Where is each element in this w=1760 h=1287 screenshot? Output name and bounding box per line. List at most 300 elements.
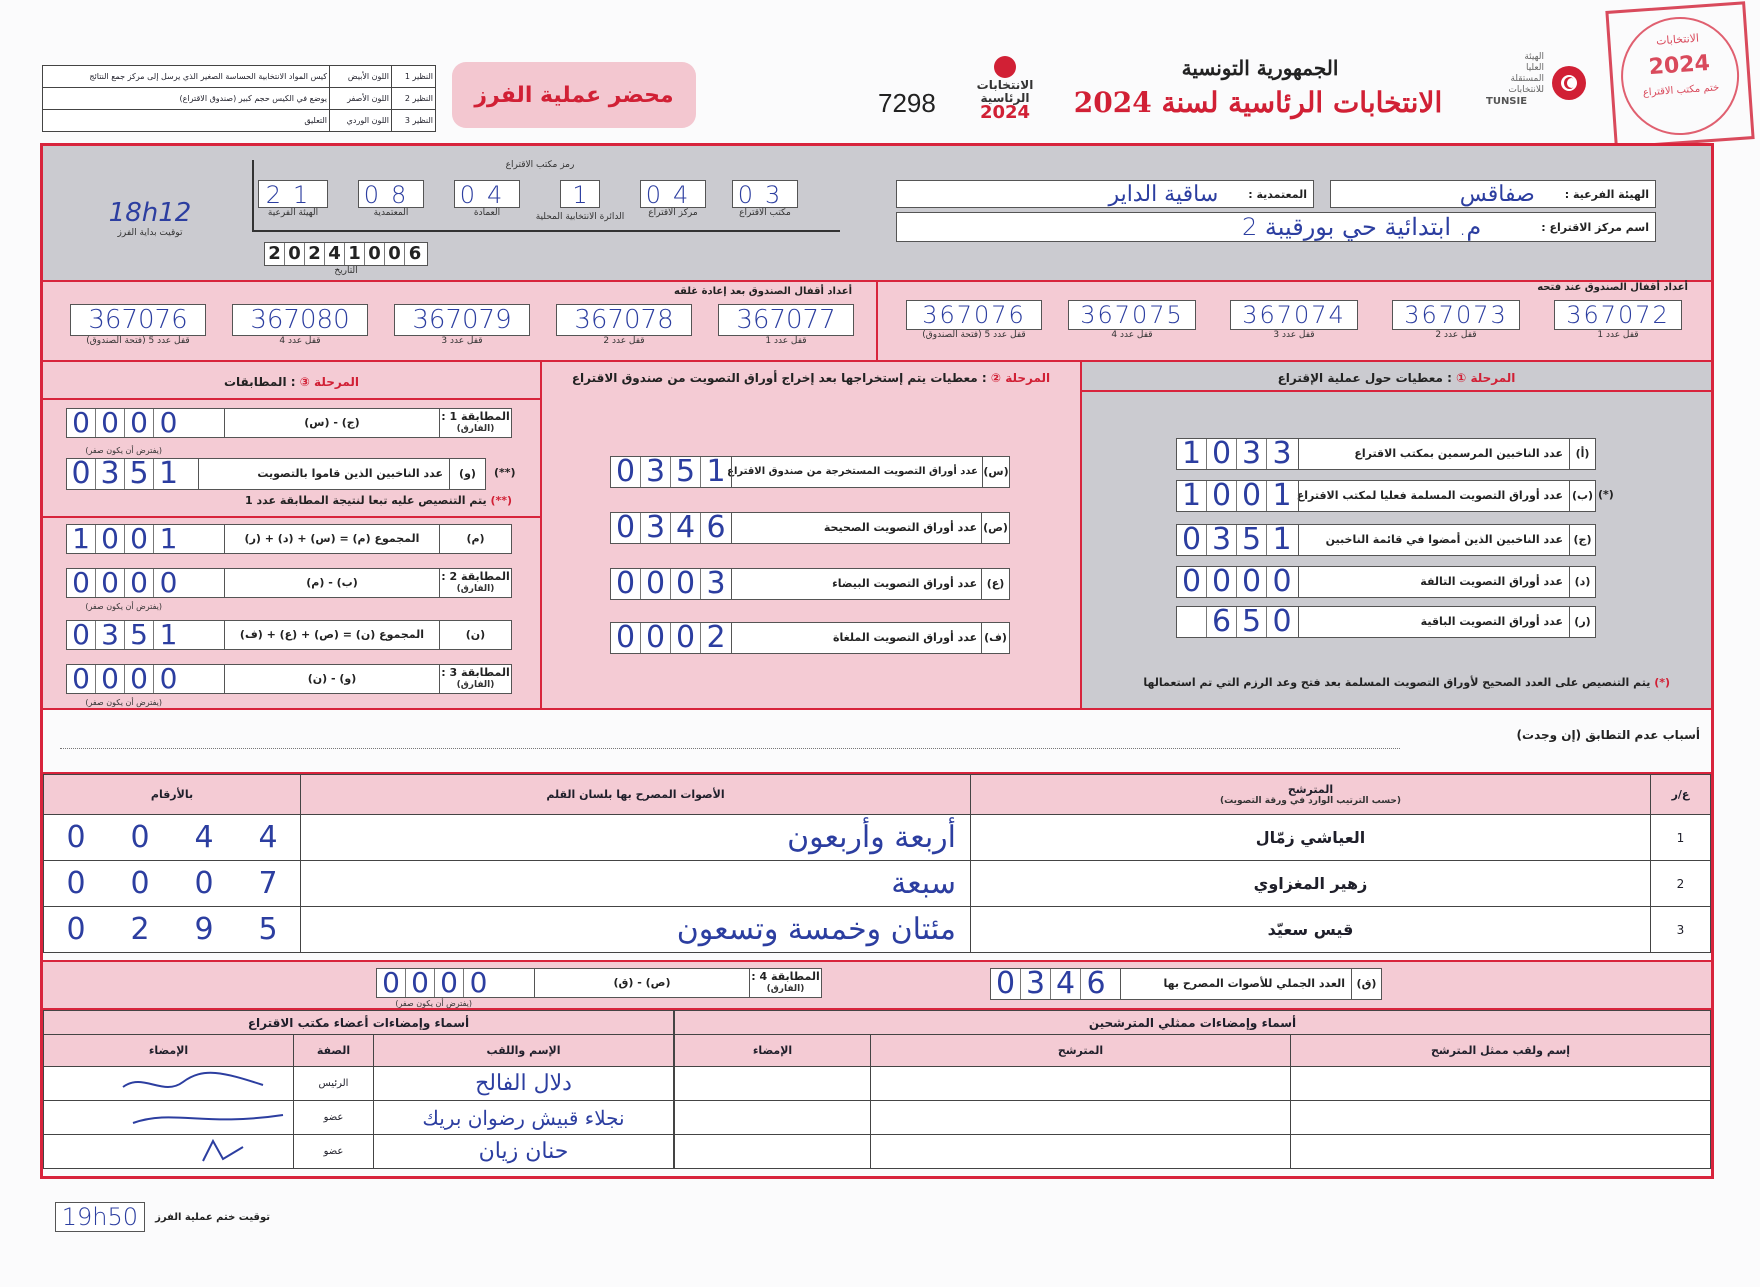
digit: 0	[125, 409, 154, 437]
tunisia-flag-icon	[1552, 66, 1586, 100]
end-time-value[interactable]: 19h50	[55, 1202, 145, 1232]
code-imada-value[interactable]: 04	[454, 180, 520, 208]
total-votes-row	[990, 968, 1382, 1000]
reps-col-candidate: المترشح	[871, 1035, 1291, 1067]
diff-label: (الفارق)	[456, 680, 495, 690]
reps-cell[interactable]	[871, 1101, 1291, 1135]
phase1-row	[1176, 606, 1596, 638]
reps-col-signature: الإمضاء	[675, 1035, 871, 1067]
digit: 1	[159, 618, 178, 651]
row-key: (ع)	[981, 569, 1009, 599]
isie-line: الهيئة	[1524, 52, 1544, 62]
code-label: المعتمدية	[373, 208, 409, 218]
digit: 3	[1207, 525, 1237, 555]
lock-open-3-value[interactable]: 367074	[1230, 300, 1358, 330]
locks-close	[70, 304, 860, 354]
isie-abbr: TUNSIE	[1486, 96, 1528, 107]
date-digit: 6	[408, 243, 422, 264]
candidate-name: العياشي زمّال	[971, 815, 1651, 861]
lock-label: قفل عدد 5 (فتحة الصندوق)	[86, 336, 190, 346]
digit: 0	[377, 969, 406, 997]
members-col-signature: الإمضاء	[44, 1035, 294, 1067]
member-role: الرئيس	[294, 1067, 374, 1101]
legend-color: اللون الأصفر	[330, 88, 392, 110]
members-col-role: الصفة	[294, 1035, 374, 1067]
candidate-num: 2	[1651, 861, 1711, 907]
col-num-header: ع/ر	[1651, 775, 1711, 815]
polling-station-stamp	[1605, 1, 1754, 148]
candidate-row	[44, 815, 1711, 861]
end-time-label: توقيت ختم عملية الفرز	[155, 1211, 270, 1223]
digit: 1	[1272, 478, 1292, 513]
phase2-row	[610, 622, 1010, 654]
digit: 6	[1086, 966, 1106, 1001]
center-name-value: م. ابتدائية حي بورقيبة 2	[1241, 213, 1482, 241]
code-office-value[interactable]: 03	[732, 180, 798, 208]
digit: 0	[1207, 567, 1237, 597]
match1-label-text: المطابقة 1 :	[441, 410, 510, 423]
code-delegation-value[interactable]: 08	[358, 180, 424, 208]
lock-close-4-value[interactable]: 367080	[232, 304, 368, 336]
phase2-row	[610, 568, 1010, 600]
code-center-value[interactable]: 04	[640, 180, 706, 208]
lock-open-1-value[interactable]: 367072	[1554, 300, 1682, 330]
reps-cell[interactable]	[675, 1067, 871, 1101]
digit: 3	[641, 513, 671, 543]
digit: 0	[125, 569, 154, 597]
match4-digits[interactable]	[377, 966, 535, 999]
row-label: عدد الناخبين الذين أمضوا في قائمة الناخبين	[1325, 533, 1563, 546]
digit: 3	[96, 459, 125, 489]
phase1-rows	[1176, 438, 1616, 638]
phase2-digits[interactable]	[611, 510, 732, 545]
station-code-fields	[258, 180, 808, 230]
lock-close-2-value[interactable]: 367078	[556, 304, 692, 336]
candidate-digits-cell[interactable]	[44, 907, 301, 953]
reps-cell[interactable]	[675, 1135, 871, 1169]
reps-row	[675, 1101, 1711, 1135]
candidates-header-row	[44, 775, 1711, 815]
digit: 0	[1177, 525, 1207, 555]
digit: 1	[1177, 481, 1207, 511]
phase1-title: معطيات حول عملية الإقتراع	[1277, 371, 1443, 385]
match1-formula: (ج) - (س)	[304, 416, 360, 429]
voters-note-mark: (**)	[490, 494, 512, 507]
legend-color: اللون الأبيض	[330, 66, 392, 88]
legend-color: اللون الوردي	[330, 110, 392, 132]
sum-m-row	[66, 524, 512, 554]
row-label: عدد أوراق التصويت التالفة	[1420, 575, 1563, 588]
signature-mark	[113, 1067, 293, 1097]
digit: 3	[1272, 436, 1292, 471]
match3-digits[interactable]	[67, 662, 225, 695]
col-candidate-sub: (حسب الترتيب الوارد في ورقة التصويت)	[1219, 796, 1402, 806]
candidate-name: زهير المغزاوي	[971, 861, 1651, 907]
isie-line: العليا	[1525, 63, 1544, 73]
stamp-year: 2024	[1647, 50, 1711, 81]
phase1-note	[1100, 676, 1670, 689]
diff-label: (الفارق)	[456, 424, 495, 434]
lock-open-4-value[interactable]: 367075	[1068, 300, 1196, 330]
match3-label	[439, 665, 511, 693]
locks-divider	[876, 280, 878, 362]
isie-line: للانتخابات	[1508, 85, 1544, 95]
lock-label: قفل عدد 4	[279, 336, 321, 346]
reps-row	[675, 1067, 1711, 1101]
row-label: عدد أوراق التصويت المستخرجة من صندوق الاقتراع	[727, 466, 978, 477]
locks-close-title: أعداد أقفال الصندوق بعد إعادة غلقه	[673, 286, 852, 297]
date-digit: 4	[325, 243, 345, 265]
lock-label: قفل عدد 5 (فتحة الصندوق)	[922, 330, 1026, 340]
reps-cell[interactable]	[1291, 1067, 1711, 1101]
row-key: (ف)	[981, 623, 1009, 653]
row-label: عدد الناخبين المرسمين بمكتب الاقتراع	[1354, 447, 1563, 460]
voters-mark: (**)	[494, 466, 516, 479]
stamp-line: الانتخابات	[1655, 31, 1700, 48]
lock-label: قفل عدد 1	[765, 336, 807, 346]
digit: 0	[194, 866, 214, 901]
member-role: عضو	[294, 1101, 374, 1135]
digit: 1	[158, 456, 179, 491]
lock-open-1	[1554, 300, 1682, 340]
candidates-table	[43, 774, 1711, 953]
member-name[interactable]: حنان زيان	[374, 1135, 674, 1169]
member-signature[interactable]	[44, 1067, 294, 1101]
reps-cell[interactable]	[1291, 1101, 1711, 1135]
digit: 0	[96, 569, 125, 597]
lock-close-2	[556, 304, 692, 346]
reps-row	[675, 1135, 1711, 1169]
digit: 0	[406, 969, 435, 997]
digit: 3	[1237, 439, 1267, 469]
digit: 5	[125, 459, 154, 489]
total-key: (ق)	[1351, 969, 1381, 999]
voters-digits[interactable]	[67, 456, 199, 491]
digit: 0	[1237, 481, 1267, 511]
digit: 5	[1237, 525, 1267, 555]
digit: 1	[1177, 439, 1207, 469]
station-code-title: رمز مكتب الاقتراع	[505, 160, 575, 170]
col-candidate-title: المترشح	[1287, 783, 1334, 796]
legend-row	[43, 110, 436, 132]
member-name[interactable]: نجلاء قبيش رضوان بريك	[374, 1101, 674, 1135]
match4-row	[376, 968, 822, 998]
code-delegation	[358, 180, 424, 218]
legend-num: النظير 1	[392, 66, 436, 88]
digit: 3	[1021, 969, 1051, 999]
digit: 2	[706, 620, 726, 655]
digit: 0	[671, 569, 701, 599]
digit: 2	[130, 912, 150, 947]
digit: 4	[194, 820, 214, 855]
voters-note-text: يتم التنصيص عليه تبعا لنتيجة المطابقة عدد 1	[244, 494, 487, 507]
lock-open-5	[906, 300, 1042, 340]
digit: 5	[125, 621, 154, 649]
candidate-words[interactable]: سبعة	[301, 861, 971, 907]
digit: 0	[1207, 481, 1237, 511]
sum-n-row	[66, 620, 512, 650]
digit: 0	[159, 566, 178, 599]
candidate-row	[44, 861, 1711, 907]
digit: 6	[706, 510, 726, 545]
candidate-digits-cell[interactable]	[44, 815, 301, 861]
must-zero-note: (يفترض أن يكون صفر)	[85, 446, 162, 455]
phase1-digits[interactable]	[1177, 478, 1299, 513]
digit: 3	[96, 621, 125, 649]
lock-open-5-value[interactable]: 367076	[906, 300, 1042, 330]
code-local-district-value[interactable]: 1	[560, 180, 600, 208]
sum-n-formula: المجموع (ن) = (ص) + (ع) + (ف)	[239, 628, 425, 641]
copy-legend-table	[42, 65, 436, 132]
phase1-digits[interactable]	[1177, 604, 1299, 639]
member-row	[44, 1135, 674, 1169]
code-imada	[454, 180, 520, 218]
date-digit: 0	[385, 243, 405, 265]
center-name-label: اسم مركز الاقتراع :	[1541, 220, 1649, 234]
note-text: يتم التنصيص على العدد الصحيح لأوراق التصويت المسلمة بعد فتح وعد الرزم التي تم استعمالها	[1143, 676, 1651, 689]
digit: 0	[67, 569, 96, 597]
logo-line1: الانتخابات	[976, 78, 1034, 92]
lock-open-2	[1392, 300, 1520, 340]
member-signature[interactable]	[44, 1101, 294, 1135]
diff-label: (الفارق)	[766, 984, 805, 994]
row-key: (س)	[982, 457, 1009, 487]
digit: 0	[125, 665, 154, 693]
digit: 0	[96, 409, 125, 437]
digit: 0	[611, 569, 641, 599]
lock-open-2-value[interactable]: 367073	[1392, 300, 1520, 330]
match2-digits[interactable]	[67, 566, 225, 599]
match3-row	[66, 664, 512, 694]
sum-n-digits[interactable]	[67, 618, 225, 651]
candidate-words[interactable]: أربعة وأربعون	[301, 815, 971, 861]
digit: 0	[1177, 567, 1207, 597]
lock-label: قفل عدد 1	[1597, 330, 1639, 340]
phase3-separator	[43, 516, 540, 518]
reps-title-row	[675, 1011, 1711, 1035]
member-row	[44, 1067, 674, 1101]
phase1-digits[interactable]	[1177, 436, 1299, 471]
phase2-number: المرحلة ②	[990, 371, 1051, 385]
digit: 0	[96, 525, 125, 553]
match3-formula: (و) - (ن)	[307, 672, 357, 685]
lock-close-3-value[interactable]: 367079	[394, 304, 530, 336]
digit: 0	[611, 623, 641, 653]
digit: 1	[1272, 522, 1292, 557]
logo-line2: الرئاسية	[980, 91, 1030, 105]
form-number: 7298	[878, 88, 936, 118]
reps-cell[interactable]	[871, 1135, 1291, 1169]
row-key: (ر)	[1569, 607, 1595, 637]
sum-m-key: (م)	[439, 525, 511, 553]
digit: 4	[258, 820, 278, 855]
voters-label: عدد الناخبين الذين قاموا بالتصويت	[257, 467, 443, 480]
member-role: عضو	[294, 1135, 374, 1169]
digit: 0	[67, 621, 96, 649]
digit: 9	[194, 912, 214, 947]
members-table	[43, 1010, 674, 1169]
lock-label: قفل عدد 4	[1111, 330, 1153, 340]
date-field	[264, 242, 428, 276]
legend-text: كيس المواد الانتخابية الحساسة الصغير الذي يرسل إلى مركز جمع النتائج	[43, 66, 330, 88]
member-name[interactable]: دلال الفالح	[374, 1067, 674, 1101]
isie-text-block	[1486, 52, 1544, 107]
digit: 0	[1237, 567, 1267, 597]
phase2-title: معطيات يتم إستخراجها بعد إخراج أوراق التصويت من صندوق الاقتراع	[571, 371, 978, 385]
voters-key: (و)	[449, 459, 485, 489]
phase1-digits[interactable]	[1177, 522, 1299, 557]
phase2-digits[interactable]	[611, 454, 732, 489]
row-label: عدد أوراق التصويت المسلمة فعليا لمكتب الاقتراع	[1296, 489, 1563, 502]
phase2-digits[interactable]	[611, 566, 732, 601]
end-time	[40, 1202, 270, 1232]
republic-title: الجمهورية التونسية	[1181, 56, 1339, 80]
lock-close-1-value[interactable]: 367077	[718, 304, 854, 336]
code-subregion	[258, 180, 328, 218]
digit: 0	[1272, 564, 1292, 599]
digit: 4	[671, 513, 701, 543]
digit: 0	[1207, 439, 1237, 469]
match4-formula: (ص) - (ق)	[613, 976, 671, 989]
phase1-row	[1176, 480, 1596, 512]
row-key: (ب)	[1569, 481, 1595, 511]
match1-digits[interactable]	[67, 406, 225, 439]
member-signature[interactable]	[44, 1135, 294, 1169]
candidate-digits	[44, 820, 300, 855]
representatives-table	[674, 1010, 1711, 1169]
reps-title: أسماء وإمضاءات ممثلي المترشحين	[675, 1011, 1711, 1035]
voters-note	[206, 494, 512, 507]
col-candidate-header	[971, 775, 1651, 815]
lock-close-3	[394, 304, 530, 346]
start-time-label: توقيت بداية الفرز	[117, 228, 183, 238]
code-label: مكتب الاقتراع	[739, 208, 791, 218]
must-zero-note: (يفترض أن يكون صفر)	[395, 999, 472, 1008]
phase1-row-b-mark: (*)	[1598, 488, 1614, 501]
lock-label: قفل عدد 2	[603, 336, 645, 346]
center-name-field[interactable]	[896, 212, 1656, 242]
lock-open-3	[1230, 300, 1358, 340]
sum-m-digits[interactable]	[67, 522, 225, 555]
reps-col-name: إسم ولقب ممثل المترشح	[1291, 1035, 1711, 1067]
reps-header-row	[675, 1035, 1711, 1067]
subregion-field[interactable]	[1330, 180, 1656, 208]
lock-label: قفل عدد 2	[1435, 330, 1477, 340]
lock-close-1	[718, 304, 854, 346]
digit: 0	[611, 513, 641, 543]
reps-cell[interactable]	[871, 1067, 1291, 1101]
subregion-label: الهيئة الفرعية :	[1564, 187, 1649, 201]
delegation-value: ساقية الداير	[1108, 181, 1219, 207]
phase2-row	[610, 456, 1010, 488]
phase3-lower-rows	[66, 522, 516, 707]
digit: 0	[1272, 604, 1292, 639]
date-digit: 2	[305, 243, 325, 265]
match2-label	[439, 569, 511, 597]
col-words-header: الأصوات المصرح بها بلسان القلم	[301, 775, 971, 815]
match3-label-text: المطابقة 3 :	[441, 666, 510, 679]
phase1-number: المرحلة ①	[1456, 371, 1516, 385]
phase2-rows	[610, 456, 1010, 666]
digit: 0	[159, 662, 178, 695]
phase2-header: المرحلة ② : معطيات يتم إستخراجها بعد إخراج أوراق التصويت من صندوق الاقتراع	[571, 371, 1051, 385]
signature-mark	[113, 1135, 293, 1165]
stamp-line: ختم مكتب الاقتراع	[1642, 82, 1720, 99]
code-label: الهيئة الفرعية	[267, 208, 319, 218]
legend-row	[43, 66, 436, 88]
lock-close-5-value[interactable]: 367076	[70, 304, 206, 336]
date-digit: 0	[285, 243, 305, 265]
voters-row	[66, 458, 486, 490]
legend-num: النظير 2	[392, 88, 436, 110]
row-label: عدد أوراق التصويت الملغاة	[833, 631, 978, 644]
members-header-row	[44, 1035, 674, 1067]
digit: 0	[125, 525, 154, 553]
digit: 7	[258, 866, 278, 901]
start-time	[100, 198, 200, 238]
lock-open-4	[1068, 300, 1196, 340]
election-logo	[970, 56, 1040, 132]
delegation-label: المعتمدية :	[1248, 187, 1307, 201]
digit: 0	[641, 623, 671, 653]
digit: 6	[1207, 607, 1237, 637]
match4-label-text: المطابقة 4 :	[751, 970, 820, 983]
start-time-value: 18h12	[108, 198, 192, 228]
lock-close-5	[70, 304, 206, 346]
form-title-text: محضر عملية الفرز	[474, 82, 674, 108]
digit: 0	[130, 820, 150, 855]
member-row	[44, 1101, 674, 1135]
digit: 5	[258, 912, 278, 947]
col-digits-header: بالأرقام	[44, 775, 301, 815]
total-digits[interactable]	[991, 966, 1121, 1001]
totals-section	[43, 960, 1711, 1010]
candidate-digits	[44, 912, 300, 947]
discrepancy-input-line[interactable]	[60, 748, 1400, 749]
match2-formula: (ب) - (م)	[306, 576, 358, 589]
code-subregion-value[interactable]: 21	[258, 180, 328, 208]
code-center	[640, 180, 706, 218]
members-title-row	[44, 1011, 674, 1035]
reps-cell[interactable]	[675, 1101, 871, 1135]
header	[0, 0, 1760, 135]
reps-cell[interactable]	[1291, 1135, 1711, 1169]
diff-label: (الفارق)	[456, 584, 495, 594]
lock-label: قفل عدد 3	[1273, 330, 1315, 340]
row-label: عدد أوراق التصويت البيضاء	[832, 577, 978, 590]
digit: 0	[469, 966, 488, 999]
candidate-num: 3	[1651, 907, 1711, 953]
members-title: أسماء وإمضاءات أعضاء مكتب الاقتراع	[44, 1011, 674, 1035]
digit: 0	[611, 457, 641, 487]
digit: 0	[66, 912, 86, 947]
sum-n-key: (ن)	[439, 621, 511, 649]
phase1-digits[interactable]	[1177, 564, 1299, 599]
members-col-name: الإسم واللقب	[374, 1035, 674, 1067]
phase2-row	[610, 512, 1010, 544]
candidate-digits-cell[interactable]	[44, 861, 301, 907]
digit: 0	[96, 665, 125, 693]
sum-m-formula: المجموع (م) = (س) + (د) + (ر)	[244, 532, 420, 545]
code-label: مركز الاقتراع	[648, 208, 698, 218]
phase2-digits[interactable]	[611, 620, 732, 655]
logo-year: 2024	[979, 102, 1031, 123]
phase1-row	[1176, 566, 1596, 598]
date-digits[interactable]	[264, 242, 428, 266]
candidate-words[interactable]: مئتان وخمسة وتسعون	[301, 907, 971, 953]
delegation-field[interactable]	[896, 180, 1314, 208]
phase3-header: المرحلة ③ : المطابقات	[43, 364, 540, 400]
